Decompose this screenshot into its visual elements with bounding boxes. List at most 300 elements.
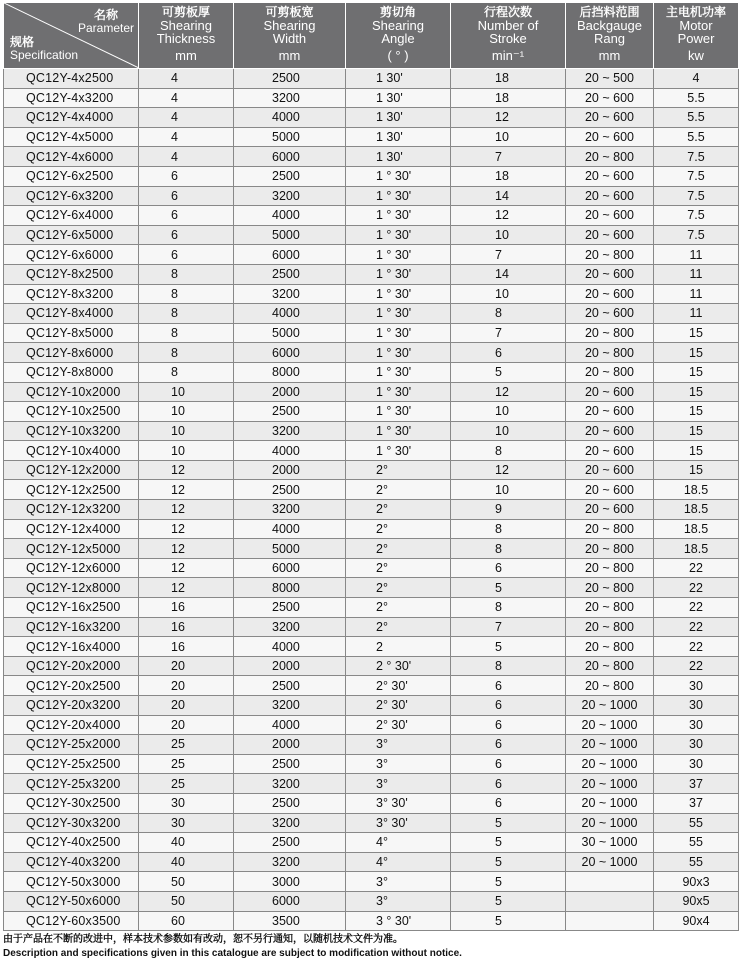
stroke-cell: 5 <box>451 813 566 833</box>
stroke-cell: 8 <box>451 441 566 461</box>
width-cell: 3200 <box>234 186 346 206</box>
width-cell: 6000 <box>234 147 346 167</box>
angle-cell: 2° 30' <box>346 676 451 696</box>
backgauge-cell <box>566 891 654 911</box>
power-cell: 37 <box>654 774 739 794</box>
backgauge-cell: 20 ~ 600 <box>566 127 654 147</box>
power-cell: 18.5 <box>654 500 739 520</box>
width-cell: 2500 <box>234 676 346 696</box>
backgauge-cell: 20 ~ 800 <box>566 558 654 578</box>
power-cell: 11 <box>654 284 739 304</box>
thickness-cell: 12 <box>139 558 234 578</box>
power-cell: 22 <box>654 558 739 578</box>
model-cell: QC12Y-25x3200 <box>4 774 139 794</box>
model-cell: QC12Y-8x6000 <box>4 343 139 363</box>
table-row <box>4 264 739 284</box>
thickness-cell: 20 <box>139 656 234 676</box>
backgauge-cell: 20 ~ 800 <box>566 147 654 167</box>
stroke-cell: 10 <box>451 480 566 500</box>
thickness-cell: 60 <box>139 911 234 931</box>
model-cell: QC12Y-12x3200 <box>4 500 139 520</box>
width-cell: 4000 <box>234 715 346 735</box>
backgauge-cell: 20 ~ 1000 <box>566 696 654 716</box>
model-cell: QC12Y-16x3200 <box>4 617 139 637</box>
angle-cell: 3° <box>346 754 451 774</box>
model-cell: QC12Y-12x2500 <box>4 480 139 500</box>
thickness-cell: 12 <box>139 480 234 500</box>
power-cell: 15 <box>654 323 739 343</box>
table-row <box>4 304 739 324</box>
thickness-cell: 4 <box>139 108 234 128</box>
stroke-cell: 9 <box>451 500 566 520</box>
backgauge-cell: 20 ~ 800 <box>566 656 654 676</box>
table-row <box>4 558 739 578</box>
backgauge-cell: 20 ~ 800 <box>566 362 654 382</box>
table-body <box>4 69 739 931</box>
width-cell: 8000 <box>234 362 346 382</box>
power-cell: 15 <box>654 343 739 363</box>
model-cell: QC12Y-40x2500 <box>4 833 139 853</box>
power-cell: 22 <box>654 578 739 598</box>
width-cell: 2500 <box>234 833 346 853</box>
backgauge-cell: 20 ~ 600 <box>566 88 654 108</box>
model-cell: QC12Y-50x6000 <box>4 891 139 911</box>
backgauge-cell: 20 ~ 1000 <box>566 852 654 872</box>
power-cell: 18.5 <box>654 480 739 500</box>
width-cell: 2500 <box>234 166 346 186</box>
angle-cell: 2° <box>346 480 451 500</box>
angle-cell: 1 ° 30' <box>346 402 451 422</box>
thickness-cell: 8 <box>139 264 234 284</box>
power-cell: 15 <box>654 421 739 441</box>
width-cell: 2500 <box>234 264 346 284</box>
stroke-cell: 8 <box>451 539 566 559</box>
stroke-cell: 5 <box>451 891 566 911</box>
power-cell: 5.5 <box>654 108 739 128</box>
thickness-cell: 12 <box>139 578 234 598</box>
backgauge-cell: 20 ~ 600 <box>566 108 654 128</box>
backgauge-cell: 20 ~ 600 <box>566 402 654 422</box>
stroke-cell: 8 <box>451 598 566 618</box>
angle-cell: 2° <box>346 500 451 520</box>
thickness-cell: 4 <box>139 88 234 108</box>
table-row <box>4 441 739 461</box>
table-row <box>4 656 739 676</box>
angle-cell: 1 ° 30' <box>346 166 451 186</box>
thickness-cell: 6 <box>139 186 234 206</box>
table-row <box>4 343 739 363</box>
stroke-cell: 10 <box>451 421 566 441</box>
angle-cell: 4° <box>346 833 451 853</box>
width-cell: 2500 <box>234 793 346 813</box>
width-cell: 4000 <box>234 304 346 324</box>
width-cell: 8000 <box>234 578 346 598</box>
thickness-cell: 4 <box>139 147 234 167</box>
model-cell: QC12Y-12x2000 <box>4 460 139 480</box>
power-cell: 7.5 <box>654 206 739 226</box>
width-cell: 3200 <box>234 500 346 520</box>
model-cell: QC12Y-8x4000 <box>4 304 139 324</box>
backgauge-cell: 20 ~ 600 <box>566 460 654 480</box>
table-row <box>4 362 739 382</box>
model-cell: QC12Y-12x4000 <box>4 519 139 539</box>
thickness-cell: 20 <box>139 676 234 696</box>
model-cell: QC12Y-30x3200 <box>4 813 139 833</box>
table-row <box>4 696 739 716</box>
angle-cell: 1 ° 30' <box>346 421 451 441</box>
backgauge-cell: 20 ~ 600 <box>566 421 654 441</box>
model-cell: QC12Y-4x3200 <box>4 88 139 108</box>
model-cell: QC12Y-60x3500 <box>4 911 139 931</box>
table-row <box>4 186 739 206</box>
stroke-cell: 5 <box>451 872 566 892</box>
stroke-cell: 10 <box>451 402 566 422</box>
backgauge-cell <box>566 872 654 892</box>
table-row <box>4 323 739 343</box>
stroke-cell: 12 <box>451 206 566 226</box>
table-row <box>4 793 739 813</box>
angle-cell: 1 ° 30' <box>346 362 451 382</box>
backgauge-cell: 20 ~ 800 <box>566 343 654 363</box>
backgauge-cell: 20 ~ 600 <box>566 382 654 402</box>
thickness-cell: 10 <box>139 402 234 422</box>
backgauge-cell: 20 ~ 1000 <box>566 793 654 813</box>
angle-cell: 1 ° 30' <box>346 323 451 343</box>
angle-cell: 1 ° 30' <box>346 304 451 324</box>
stroke-cell: 7 <box>451 245 566 265</box>
table-row <box>4 598 739 618</box>
table-row <box>4 88 739 108</box>
thickness-cell: 30 <box>139 793 234 813</box>
table-row <box>4 715 739 735</box>
stroke-cell: 10 <box>451 284 566 304</box>
width-cell: 4000 <box>234 206 346 226</box>
table-row <box>4 147 739 167</box>
width-cell: 2500 <box>234 480 346 500</box>
power-cell: 22 <box>654 617 739 637</box>
model-cell: QC12Y-20x2500 <box>4 676 139 696</box>
stroke-cell: 5 <box>451 637 566 657</box>
angle-cell: 3° <box>346 774 451 794</box>
width-cell: 5000 <box>234 323 346 343</box>
angle-cell: 1 ° 30' <box>346 264 451 284</box>
power-cell: 22 <box>654 656 739 676</box>
backgauge-cell: 20 ~ 800 <box>566 598 654 618</box>
thickness-cell: 50 <box>139 891 234 911</box>
thickness-cell: 10 <box>139 421 234 441</box>
stroke-cell: 18 <box>451 166 566 186</box>
header-thickness: 可剪板厚 Shearing Thickness mm <box>139 3 234 69</box>
table-row <box>4 460 739 480</box>
model-cell: QC12Y-8x2500 <box>4 264 139 284</box>
model-cell: QC12Y-6x4000 <box>4 206 139 226</box>
specification-table <box>3 2 739 931</box>
width-cell: 2000 <box>234 735 346 755</box>
model-cell: QC12Y-40x3200 <box>4 852 139 872</box>
angle-cell: 3° <box>346 891 451 911</box>
backgauge-cell: 20 ~ 1000 <box>566 774 654 794</box>
model-cell: QC12Y-12x5000 <box>4 539 139 559</box>
power-cell: 15 <box>654 460 739 480</box>
backgauge-cell: 20 ~ 1000 <box>566 735 654 755</box>
width-cell: 4000 <box>234 637 346 657</box>
backgauge-cell: 20 ~ 600 <box>566 166 654 186</box>
backgauge-cell: 20 ~ 600 <box>566 304 654 324</box>
power-cell: 90x3 <box>654 872 739 892</box>
angle-cell: 1 30' <box>346 147 451 167</box>
angle-cell: 3° <box>346 872 451 892</box>
backgauge-cell: 20 ~ 600 <box>566 186 654 206</box>
backgauge-cell: 20 ~ 800 <box>566 676 654 696</box>
backgauge-cell: 20 ~ 600 <box>566 500 654 520</box>
width-cell: 3200 <box>234 774 346 794</box>
angle-cell: 1 ° 30' <box>346 382 451 402</box>
power-cell: 30 <box>654 696 739 716</box>
width-cell: 5000 <box>234 127 346 147</box>
thickness-cell: 4 <box>139 69 234 89</box>
backgauge-cell: 30 ~ 1000 <box>566 833 654 853</box>
angle-cell: 1 ° 30' <box>346 225 451 245</box>
model-cell: QC12Y-8x3200 <box>4 284 139 304</box>
thickness-cell: 25 <box>139 735 234 755</box>
table-row <box>4 735 739 755</box>
angle-cell: 3° <box>346 735 451 755</box>
header-stroke: 行程次数 Number of Stroke min⁻¹ <box>451 3 566 69</box>
model-cell: QC12Y-4x5000 <box>4 127 139 147</box>
table-row <box>4 617 739 637</box>
angle-cell: 2° <box>346 539 451 559</box>
stroke-cell: 6 <box>451 754 566 774</box>
width-cell: 2500 <box>234 402 346 422</box>
stroke-cell: 12 <box>451 382 566 402</box>
model-cell: QC12Y-4x2500 <box>4 69 139 89</box>
thickness-cell: 8 <box>139 284 234 304</box>
table-row <box>4 166 739 186</box>
table-row <box>4 852 739 872</box>
stroke-cell: 5 <box>451 852 566 872</box>
backgauge-cell: 20 ~ 800 <box>566 539 654 559</box>
power-cell: 15 <box>654 402 739 422</box>
angle-cell: 3° 30' <box>346 793 451 813</box>
backgauge-cell: 20 ~ 1000 <box>566 813 654 833</box>
header-width: 可剪板宽 Shearing Width mm <box>234 3 346 69</box>
stroke-cell: 6 <box>451 676 566 696</box>
power-cell: 5.5 <box>654 127 739 147</box>
width-cell: 3200 <box>234 88 346 108</box>
thickness-cell: 20 <box>139 696 234 716</box>
width-cell: 3200 <box>234 421 346 441</box>
stroke-cell: 10 <box>451 225 566 245</box>
angle-cell: 2 <box>346 637 451 657</box>
backgauge-cell: 20 ~ 600 <box>566 264 654 284</box>
stroke-cell: 14 <box>451 264 566 284</box>
model-cell: QC12Y-6x2500 <box>4 166 139 186</box>
backgauge-cell: 20 ~ 600 <box>566 480 654 500</box>
angle-cell: 1 30' <box>346 88 451 108</box>
thickness-cell: 16 <box>139 617 234 637</box>
model-cell: QC12Y-6x6000 <box>4 245 139 265</box>
stroke-cell: 5 <box>451 362 566 382</box>
angle-cell: 2 ° 30' <box>346 656 451 676</box>
width-cell: 6000 <box>234 343 346 363</box>
angle-cell: 1 30' <box>346 69 451 89</box>
model-cell: QC12Y-10x4000 <box>4 441 139 461</box>
table-row <box>4 480 739 500</box>
width-cell: 4000 <box>234 441 346 461</box>
stroke-cell: 5 <box>451 911 566 931</box>
table-row <box>4 754 739 774</box>
backgauge-cell <box>566 911 654 931</box>
power-cell: 11 <box>654 245 739 265</box>
table-row <box>4 911 739 931</box>
power-cell: 15 <box>654 382 739 402</box>
thickness-cell: 40 <box>139 852 234 872</box>
angle-cell: 1 ° 30' <box>346 284 451 304</box>
power-cell: 11 <box>654 264 739 284</box>
angle-cell: 2° <box>346 578 451 598</box>
thickness-cell: 8 <box>139 362 234 382</box>
header-parameter-label: 名称 Parameter <box>77 8 134 35</box>
table-row <box>4 578 739 598</box>
footer-notes <box>3 933 738 961</box>
table-row <box>4 891 739 911</box>
header-power: 主电机功率 Motor Power kw <box>654 3 739 69</box>
power-cell: 30 <box>654 715 739 735</box>
model-cell: QC12Y-10x2000 <box>4 382 139 402</box>
power-cell: 4 <box>654 69 739 89</box>
table-row <box>4 519 739 539</box>
angle-cell: 4° <box>346 852 451 872</box>
thickness-cell: 25 <box>139 754 234 774</box>
thickness-cell: 6 <box>139 245 234 265</box>
table-row <box>4 676 739 696</box>
angle-cell: 3° 30' <box>346 813 451 833</box>
angle-cell: 1 ° 30' <box>346 245 451 265</box>
table-row <box>4 500 739 520</box>
angle-cell: 2° <box>346 558 451 578</box>
stroke-cell: 12 <box>451 108 566 128</box>
model-cell: QC12Y-8x5000 <box>4 323 139 343</box>
model-cell: QC12Y-10x3200 <box>4 421 139 441</box>
width-cell: 3000 <box>234 872 346 892</box>
power-cell: 5.5 <box>654 88 739 108</box>
stroke-cell: 7 <box>451 323 566 343</box>
model-cell: QC12Y-12x6000 <box>4 558 139 578</box>
width-cell: 3200 <box>234 696 346 716</box>
thickness-cell: 25 <box>139 774 234 794</box>
width-cell: 3200 <box>234 284 346 304</box>
thickness-cell: 12 <box>139 519 234 539</box>
model-cell: QC12Y-20x3200 <box>4 696 139 716</box>
model-cell: QC12Y-10x2500 <box>4 402 139 422</box>
thickness-cell: 4 <box>139 127 234 147</box>
header-specification-label: 规格 Specification <box>10 35 79 62</box>
stroke-cell: 6 <box>451 715 566 735</box>
width-cell: 2000 <box>234 382 346 402</box>
stroke-cell: 5 <box>451 578 566 598</box>
table-row <box>4 284 739 304</box>
stroke-cell: 7 <box>451 617 566 637</box>
angle-cell: 1 ° 30' <box>346 441 451 461</box>
power-cell: 90x4 <box>654 911 739 931</box>
thickness-cell: 50 <box>139 872 234 892</box>
stroke-cell: 10 <box>451 127 566 147</box>
table-row <box>4 245 739 265</box>
width-cell: 3200 <box>234 852 346 872</box>
power-cell: 30 <box>654 735 739 755</box>
header-model <box>4 3 139 69</box>
width-cell: 6000 <box>234 891 346 911</box>
table-row <box>4 774 739 794</box>
footer-note-english: Description and specifications given in this catalogue are subject to modification without notice. <box>3 948 462 959</box>
model-cell: QC12Y-4x6000 <box>4 147 139 167</box>
table-row <box>4 382 739 402</box>
model-cell: QC12Y-6x5000 <box>4 225 139 245</box>
width-cell: 4000 <box>234 108 346 128</box>
backgauge-cell: 20 ~ 800 <box>566 323 654 343</box>
backgauge-cell: 20 ~ 600 <box>566 441 654 461</box>
table-row <box>4 69 739 89</box>
width-cell: 3200 <box>234 813 346 833</box>
angle-cell: 2° 30' <box>346 696 451 716</box>
width-cell: 5000 <box>234 539 346 559</box>
stroke-cell: 6 <box>451 774 566 794</box>
stroke-cell: 18 <box>451 69 566 89</box>
model-cell: QC12Y-12x8000 <box>4 578 139 598</box>
power-cell: 30 <box>654 676 739 696</box>
thickness-cell: 30 <box>139 813 234 833</box>
width-cell: 2500 <box>234 598 346 618</box>
model-cell: QC12Y-30x2500 <box>4 793 139 813</box>
thickness-cell: 20 <box>139 715 234 735</box>
angle-cell: 2° <box>346 460 451 480</box>
stroke-cell: 6 <box>451 735 566 755</box>
backgauge-cell: 20 ~ 800 <box>566 617 654 637</box>
backgauge-cell: 20 ~ 800 <box>566 245 654 265</box>
backgauge-cell: 20 ~ 500 <box>566 69 654 89</box>
angle-cell: 2° <box>346 519 451 539</box>
angle-cell: 1 30' <box>346 127 451 147</box>
thickness-cell: 8 <box>139 343 234 363</box>
angle-cell: 2° 30' <box>346 715 451 735</box>
stroke-cell: 12 <box>451 460 566 480</box>
power-cell: 22 <box>654 637 739 657</box>
table-row <box>4 108 739 128</box>
model-cell: QC12Y-8x8000 <box>4 362 139 382</box>
width-cell: 6000 <box>234 245 346 265</box>
width-cell: 5000 <box>234 225 346 245</box>
thickness-cell: 6 <box>139 166 234 186</box>
table-row <box>4 421 739 441</box>
header-backgauge: 后挡料范围 Backgauge Rang mm <box>566 3 654 69</box>
angle-cell: 1 30' <box>346 108 451 128</box>
backgauge-cell: 20 ~ 600 <box>566 206 654 226</box>
stroke-cell: 8 <box>451 304 566 324</box>
width-cell: 3500 <box>234 911 346 931</box>
thickness-cell: 10 <box>139 441 234 461</box>
thickness-cell: 8 <box>139 323 234 343</box>
power-cell: 55 <box>654 813 739 833</box>
thickness-cell: 8 <box>139 304 234 324</box>
stroke-cell: 8 <box>451 656 566 676</box>
stroke-cell: 6 <box>451 558 566 578</box>
width-cell: 2500 <box>234 69 346 89</box>
thickness-cell: 10 <box>139 382 234 402</box>
power-cell: 7.5 <box>654 225 739 245</box>
angle-cell: 2° <box>346 617 451 637</box>
header-angle: 剪切角 Shearing Angle ( ° ) <box>346 3 451 69</box>
power-cell: 15 <box>654 441 739 461</box>
